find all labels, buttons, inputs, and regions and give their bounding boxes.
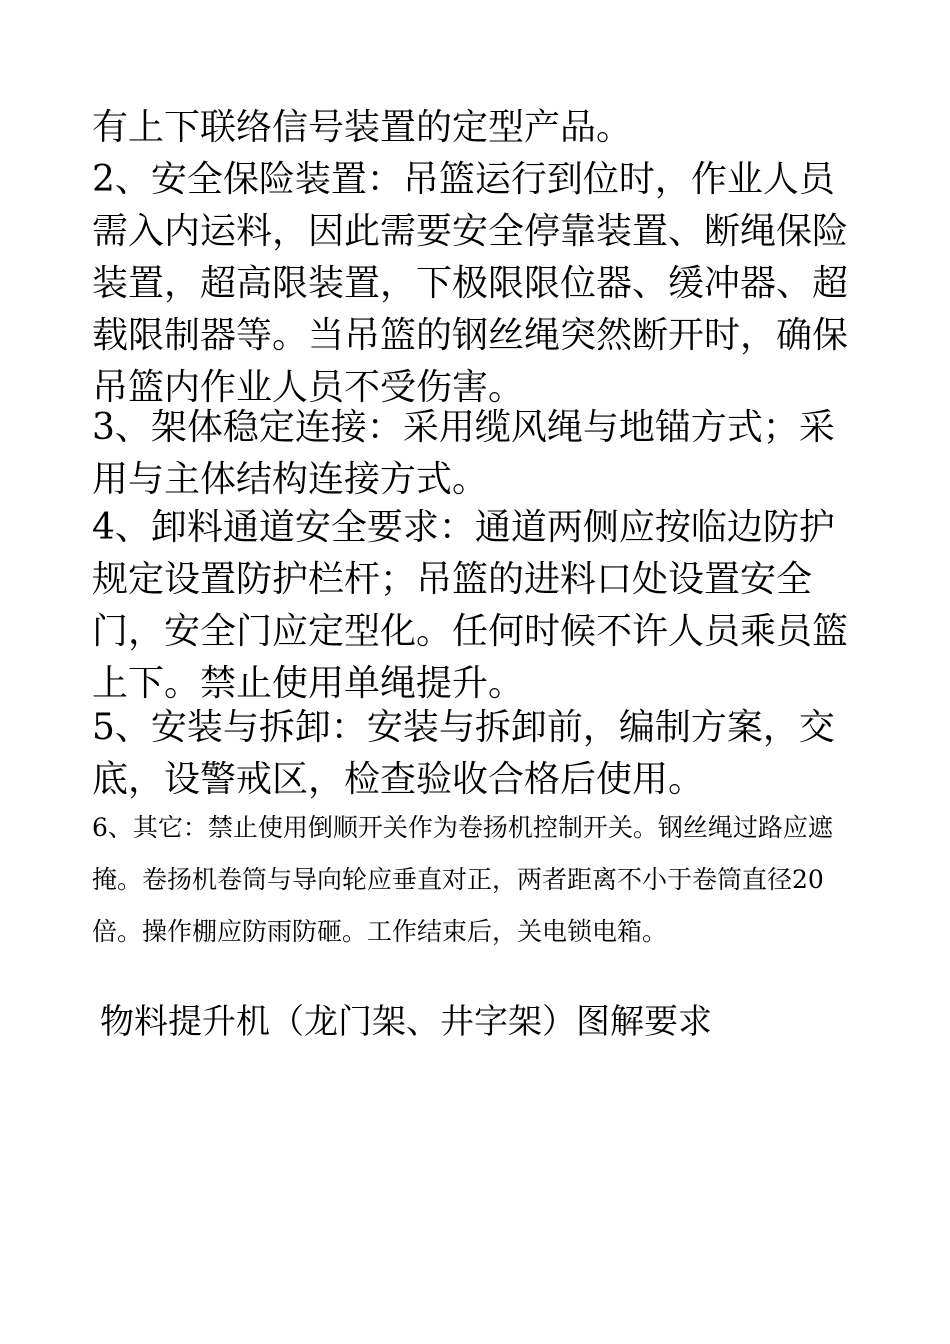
paragraph-installation: 5、安装与拆卸：安装与拆卸前，编制方案，交底，设警戒区，检查验收合格后使用。: [92, 707, 835, 800]
figure-caption: 物料提升机（龙门架、井字架）图解要求: [100, 1002, 712, 1042]
paragraph-unloading-channel: 4、卸料通道安全要求：通道两侧应按临边防护规定设置防护栏杆；吊篮的进料口处设置安全门，安全门应定型化。任何时候不许人员乘员篮上下。禁止使用单绳提升。: [92, 507, 849, 704]
paragraph-safety-devices: 2、安全保险装置：吊篮运行到位时，作业人员需入内运料，因此需要安全停靠装置、断绳保险装置，超高限装置，下极限限位器、缓冲器、超载限制器等。当吊篮的钢丝绳突然断开时，确保吊篮内作业人员不受伤害。: [92, 159, 849, 408]
paragraph-continuation: 有上下联络信号装置的定型产品。: [92, 107, 633, 148]
paragraph-other: 6、其它：禁止使用倒顺开关作为卷扬机控制开关。钢丝绳过路应遮掩。卷扬机卷筒与导向轮应垂直对正，两者距离不小于卷筒直径20倍。操作棚应防雨防砸。工作结束后，关电锁电箱。: [92, 813, 833, 946]
paragraph-frame-stability: 3、架体稳定连接：采用缆风绳与地锚方式；采用与主体结构连接方式。: [92, 407, 835, 500]
